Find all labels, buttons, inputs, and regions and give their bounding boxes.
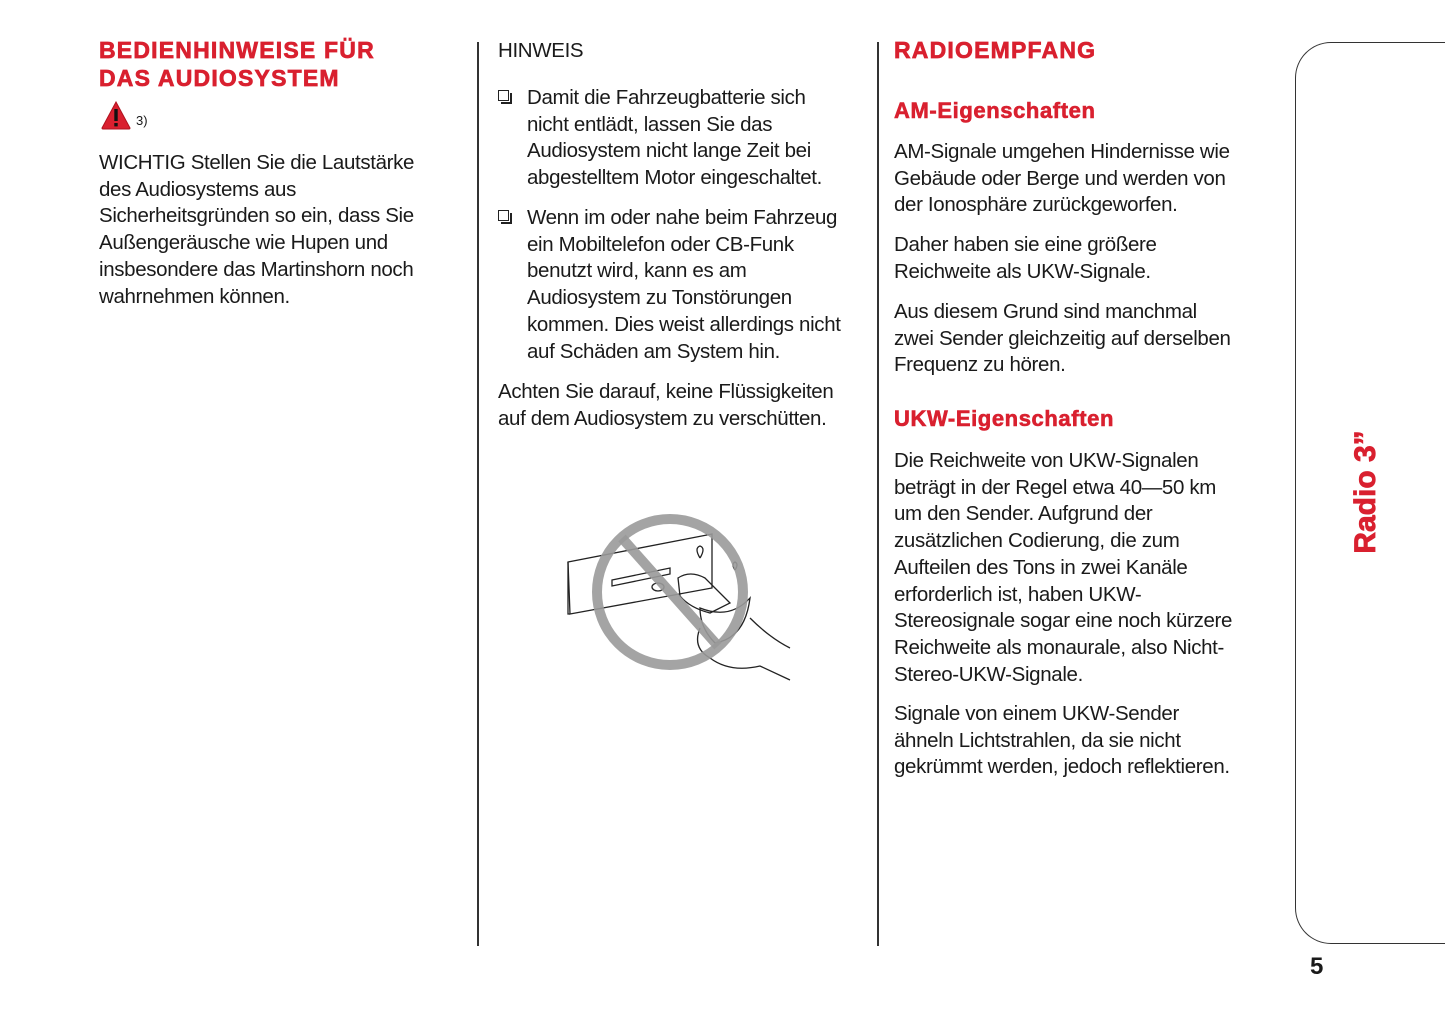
text-line: um den Sender. Aufgrund der: [894, 502, 1153, 526]
text-line: abgestelltem Motor eingeschaltet.: [527, 166, 822, 190]
text-line: beträgt in der Regel etwa 40—50 km: [894, 475, 1216, 499]
note-bullet: [498, 205, 868, 365]
text-line: Achten Sie darauf, keine Flüssigkeiten: [498, 380, 834, 403]
text-line: Frequenz zu hören.: [894, 353, 1066, 377]
am-paragraph: [894, 232, 1157, 285]
text-line: des Audiosystems aus: [99, 177, 296, 201]
text-line: Stereosignale sogar eine noch kürzere: [894, 609, 1233, 633]
warning-triangle-icon: [101, 101, 131, 130]
text-line: Audiosystem zu Tonstörungen: [527, 286, 792, 310]
text-line: insbesondere das Martinshorn noch: [99, 257, 414, 281]
text-line: benutzt wird, kann es am: [527, 259, 747, 283]
text-line: Signale von einem UKW-Sender: [894, 702, 1179, 725]
text-line: BEDIENHINWEISE FÜR: [99, 37, 375, 63]
text-line: erforderlich ist, haben UKW-: [894, 582, 1142, 606]
text-line: zusätzlichen Codierung, die zum: [894, 529, 1180, 553]
text-line: gekrümmt werden, jedoch reflektieren.: [894, 755, 1230, 779]
text-line: Gebäude oder Berge und werden von: [894, 166, 1226, 190]
text-line: Außengeräusche wie Hupen und: [99, 231, 388, 255]
column-divider: [477, 42, 479, 946]
note-heading: HINWEIS: [498, 39, 584, 62]
am-paragraph: [894, 299, 1231, 379]
ukw-paragraph: [894, 448, 1232, 688]
text-line: Aufteilen des Tons in zwei Kanäle: [894, 555, 1188, 579]
liquid-warning-paragraph: [498, 379, 833, 432]
text-line: zwei Sender gleichzeitig auf derselben: [894, 326, 1231, 350]
column-divider: [877, 42, 879, 946]
chapter-tab-label: Radio 3”: [1349, 430, 1382, 554]
warning-reference: 3): [136, 113, 148, 128]
text-line: Sicherheitsgründen so ein, dass Sie: [99, 204, 414, 228]
section-heading-audio-hints: [99, 36, 375, 92]
text-line: ähneln Lichtstrahlen, da sie nicht: [894, 728, 1181, 752]
text-line: AM-Signale umgehen Hindernisse wie: [894, 140, 1230, 163]
text-line: DAS AUDIOSYSTEM: [99, 65, 340, 91]
note-bullet-text: [527, 205, 868, 365]
note-bullet: [498, 85, 868, 192]
important-paragraph: [99, 150, 414, 310]
text-line: WICHTIG Stellen Sie die Lautstärke: [99, 151, 415, 174]
section-heading-radio-reception: RADIOEMPFANG: [894, 37, 1097, 63]
text-line: Audiosystem nicht lange Zeit bei: [527, 139, 811, 163]
ukw-paragraph: [894, 701, 1230, 781]
text-line: Reichweite als UKW-Signale.: [894, 259, 1151, 283]
text-line: auf Schäden am System hin.: [527, 339, 780, 363]
text-line: Wenn im oder nahe beim Fahrzeug: [527, 206, 838, 229]
am-heading: AM-Eigenschaften: [894, 98, 1096, 123]
text-line: wahrnehmen können.: [99, 284, 290, 308]
text-line: Stereo-UKW-Signale.: [894, 662, 1083, 686]
text-line: ein Mobiltelefon oder CB-Funk: [527, 232, 794, 256]
text-line: nicht entlädt, lassen Sie das: [527, 112, 773, 136]
text-line: Damit die Fahrzeugbatterie sich: [527, 86, 806, 109]
text-line: Daher haben sie eine größere: [894, 233, 1157, 256]
text-line: Reichweite als monaurale, also Nicht-: [894, 635, 1225, 659]
text-line: Die Reichweite von UKW-Signalen: [894, 449, 1199, 472]
ukw-heading: UKW-Eigenschaften: [894, 406, 1114, 431]
checkbox-bullet-icon: [498, 90, 509, 101]
text-line: der Ionosphäre zurückgeworfen.: [894, 193, 1178, 217]
text-line: kommen. Dies weist allerdings nicht: [527, 312, 841, 336]
text-line: Aus diesem Grund sind manchmal: [894, 300, 1197, 323]
text-line: auf dem Audiosystem zu verschütten.: [498, 406, 827, 430]
checkbox-bullet-icon: [498, 210, 509, 221]
no-liquids-illustration: [560, 508, 800, 688]
page-number: 5: [1310, 953, 1324, 980]
note-bullet-text: [527, 85, 868, 192]
am-paragraph: [894, 139, 1230, 219]
